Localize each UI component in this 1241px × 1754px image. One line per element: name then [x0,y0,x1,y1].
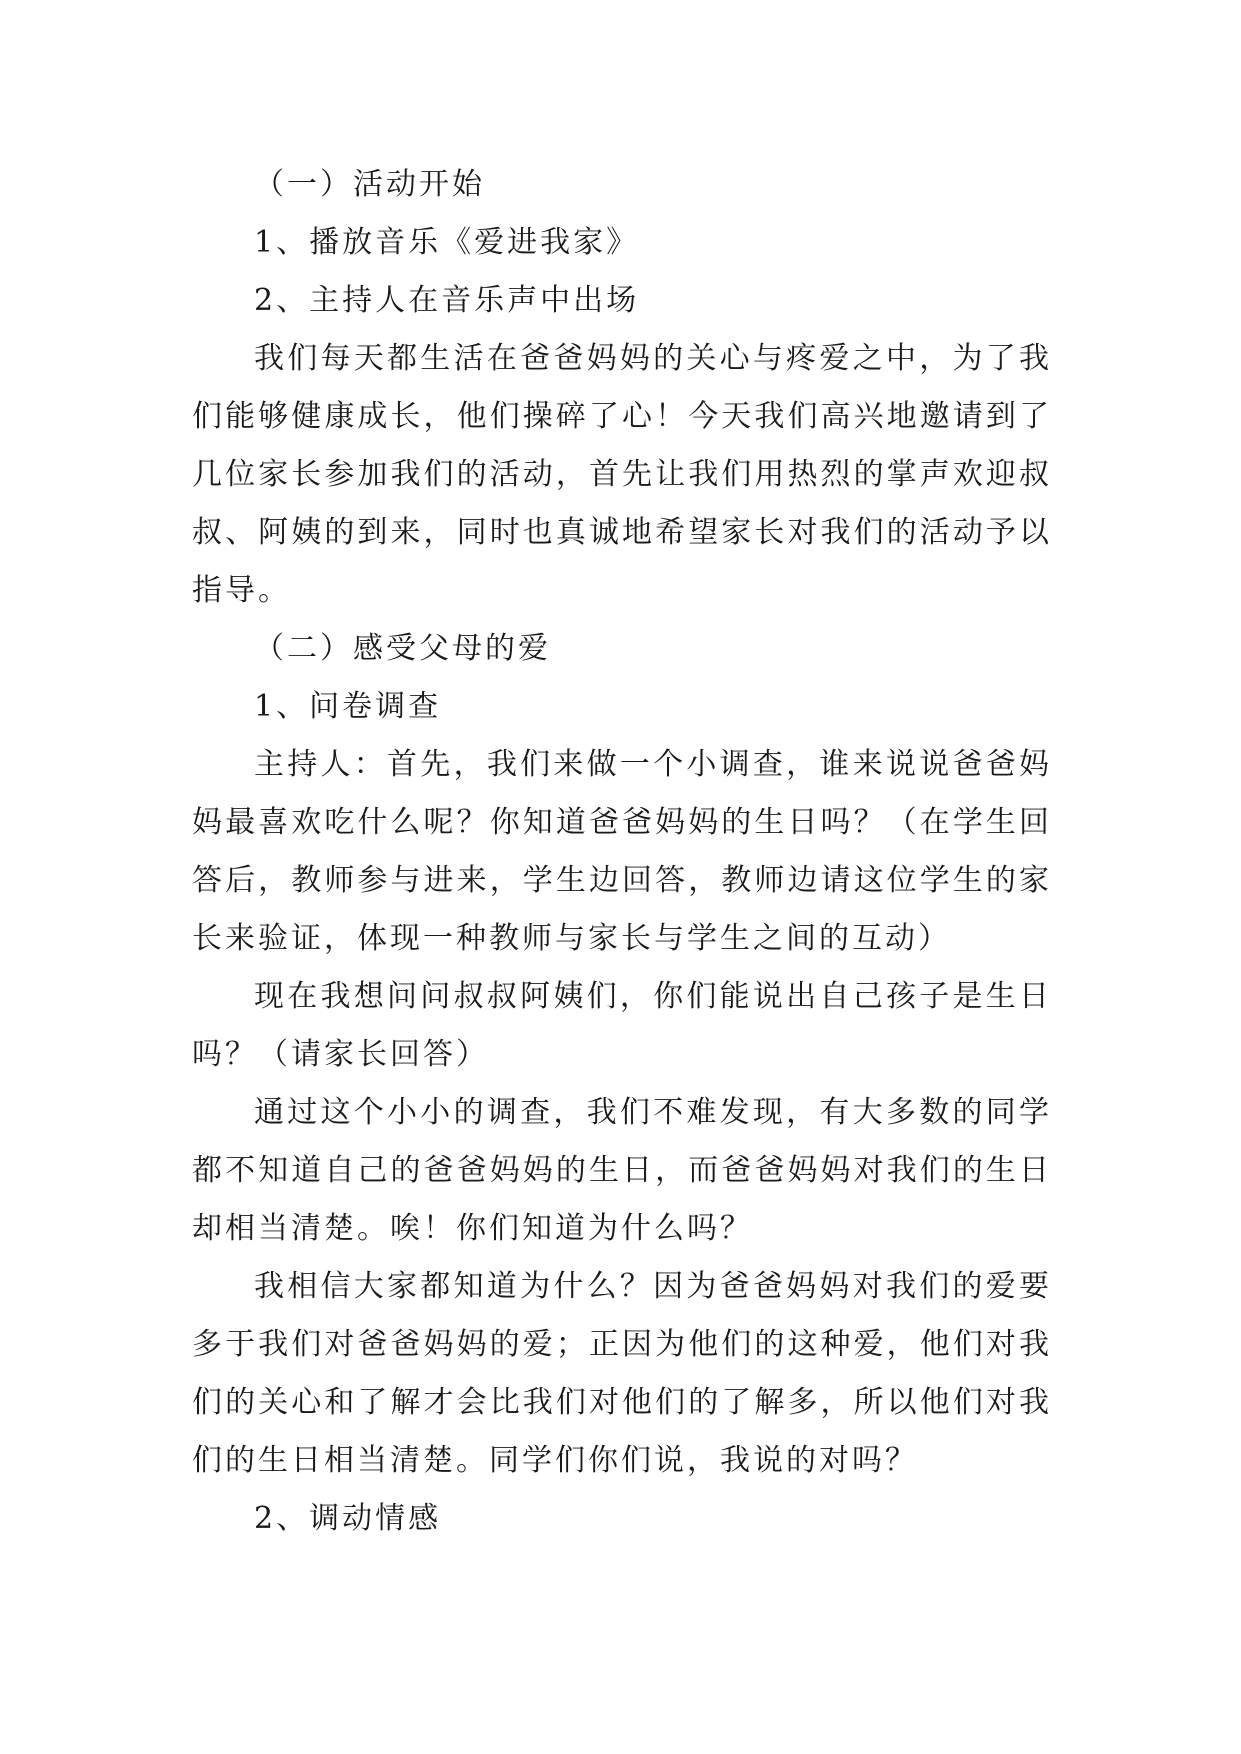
paragraph-survey-result: 通过这个小小的调查，我们不难发现，有大多数的同学都不知道自己的爸爸妈妈的生日，而爸爸妈妈对我们的生日却相当清楚。唉！你们知道为什么吗？ [192,1095,1052,1246]
list-item-questionnaire: 1、问卷调查 [254,689,442,724]
paragraph-explanation: 我相信大家都知道为什么？因为爸爸妈妈对我们的爱要多于我们对爸爸妈妈的爱；正因为他们的这种爱，他们对我们的关心和了解才会比我们对他们的了解多，所以他们对我们的生日相当清楚。同学们你们说，我说的对吗？ [192,1269,1052,1478]
paragraph-host-survey: 主持人：首先，我们来做一个小调查，谁来说说爸爸妈妈最喜欢吃什么呢？你知道爸爸妈妈的生日吗？（在学生回答后，教师参与进来，学生边回答，教师边请这位学生的家长来验证，体现一种教师与家长与学生之间的互动） [192,747,1052,956]
list-item-mobilize-emotion: 2、调动情感 [254,1501,442,1536]
document-body [192,156,1052,1548]
section-heading-feel-parents-love: （二）感受父母的爱 [254,631,551,666]
paragraph-ask-parents: 现在我想问问叔叔阿姨们，你们能说出自己孩子是生日吗？（请家长回答） [192,979,1052,1072]
list-item-host-enters: 2、主持人在音乐声中出场 [254,283,640,318]
section-heading-activity-start: （一）活动开始 [254,167,485,202]
list-item-play-music: 1、播放音乐《爱进我家》 [254,225,640,260]
paragraph-host-welcome: 我们每天都生活在爸爸妈妈的关心与疼爱之中，为了我们能够健康成长，他们操碎了心！今天我们高兴地邀请到了几位家长参加我们的活动，首先让我们用热烈的掌声欢迎叔叔、阿姨的到来，同时也真诚地希望家长对我们的活动予以指导。 [192,341,1052,608]
